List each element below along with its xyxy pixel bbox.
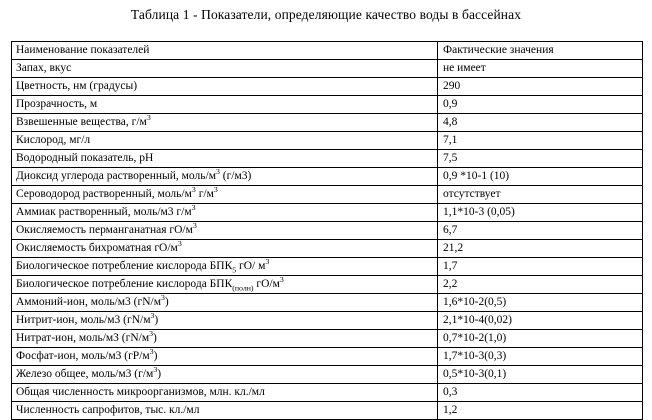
cell-actual-value: 0,9 — [438, 96, 643, 114]
column-header-indicator-name: Наименование показателей — [12, 42, 438, 60]
table-row — [12, 114, 643, 132]
cell-indicator-name: Общая численность микроорганизмов, млн. кл./мл — [12, 384, 438, 402]
cell-indicator-name: Нитрит-ион, моль/м3 $(гN/м^3)$ — [12, 312, 438, 330]
cell-indicator-name: Железо общее, моль/м3 $(г/м^3)$ — [12, 366, 438, 384]
cell-indicator-name: Прозрачность, м — [12, 96, 438, 114]
cell-actual-value: 2,1*10-4(0,02) — [438, 312, 643, 330]
cell-indicator-name: Сероводород растворенный, моль/$м^3$ $г/м^3$ — [12, 186, 438, 204]
cell-indicator-name: Фосфат-ион, моль/м3 $(гР/м^3)$ — [12, 348, 438, 366]
table-row — [12, 348, 643, 366]
table-row — [12, 240, 643, 258]
cell-actual-value: 0,3 — [438, 384, 643, 402]
table-row — [12, 60, 643, 78]
table-row — [12, 222, 643, 240]
table-row — [12, 276, 643, 294]
cell-indicator-name: Окисляемость перманганатная $гО/м^3$ — [12, 222, 438, 240]
table-row — [12, 294, 643, 312]
cell-indicator-name: Цветность, нм (градусы) — [12, 78, 438, 96]
table-body — [12, 42, 643, 420]
cell-indicator-name: Нитрат-ион, моль/м3 $(гN/м^3)$ — [12, 330, 438, 348]
table-row — [12, 168, 643, 186]
cell-actual-value: 1,6*10-2(0,5) — [438, 294, 643, 312]
cell-actual-value: 21,2 — [438, 240, 643, 258]
water-quality-table — [11, 41, 643, 420]
cell-actual-value: 0,9 *10-1 (10) — [438, 168, 643, 186]
cell-indicator-name: Диоксид углерода растворенный, моль/$м^3$ (г/м3) — [12, 168, 438, 186]
table-row — [12, 150, 643, 168]
cell-indicator-name: Окисляемость бихроматная $гО/м^3$ — [12, 240, 438, 258]
column-header-actual-value: Фактические значения — [438, 42, 643, 60]
table-header-row — [12, 42, 643, 60]
cell-indicator-name: Аммоний-ион, моль/м3 $(гN/м^3)$ — [12, 294, 438, 312]
table-row — [12, 384, 643, 402]
cell-actual-value: 1,1*10-3 (0,05) — [438, 204, 643, 222]
table-row — [12, 258, 643, 276]
cell-actual-value: 7,1 — [438, 132, 643, 150]
table-container — [11, 41, 642, 420]
cell-indicator-name: Взвешенные вещества, $г/м^3$ — [12, 114, 438, 132]
cell-actual-value: 1,2 — [438, 402, 643, 420]
cell-actual-value: 2,2 — [438, 276, 643, 294]
cell-actual-value: 6,7 — [438, 222, 643, 240]
cell-actual-value: отсутствует — [438, 186, 643, 204]
table-row — [12, 330, 643, 348]
table-row — [12, 402, 643, 420]
table-row — [12, 204, 643, 222]
cell-actual-value: 1,7*10-3(0,3) — [438, 348, 643, 366]
cell-actual-value: 1,7 — [438, 258, 643, 276]
cell-actual-value: 0,5*10-3(0,1) — [438, 366, 643, 384]
cell-indicator-name: Биологическое потребление кислорода $БПК_{(полн)}$ $гО/м^3$ — [12, 276, 438, 294]
cell-actual-value: 0,7*10-2(1,0) — [438, 330, 643, 348]
cell-actual-value: 7,5 — [438, 150, 643, 168]
cell-indicator-name: Запах, вкус — [12, 60, 438, 78]
cell-indicator-name: Биологическое потребление кислорода $БПК_5$ гО/ $м^3$ — [12, 258, 438, 276]
cell-indicator-name: Кислород, мг/л — [12, 132, 438, 150]
table-row — [12, 78, 643, 96]
cell-indicator-name: Аммиак растворенный, моль/м3 $г/м^3$ — [12, 204, 438, 222]
cell-indicator-name: Водородный показатель, рН — [12, 150, 438, 168]
table-row — [12, 96, 643, 114]
cell-actual-value: 4,8 — [438, 114, 643, 132]
table-row — [12, 312, 643, 330]
cell-actual-value: не имеет — [438, 60, 643, 78]
table-caption: Таблица 1 - Показатели, определяющие качество воды в бассейнах — [130, 7, 522, 22]
table-row — [12, 186, 643, 204]
table-row — [12, 132, 643, 150]
cell-actual-value: 290 — [438, 78, 643, 96]
cell-indicator-name: Численность сапрофитов, тыс. кл./мл — [12, 402, 438, 420]
table-row — [12, 366, 643, 384]
